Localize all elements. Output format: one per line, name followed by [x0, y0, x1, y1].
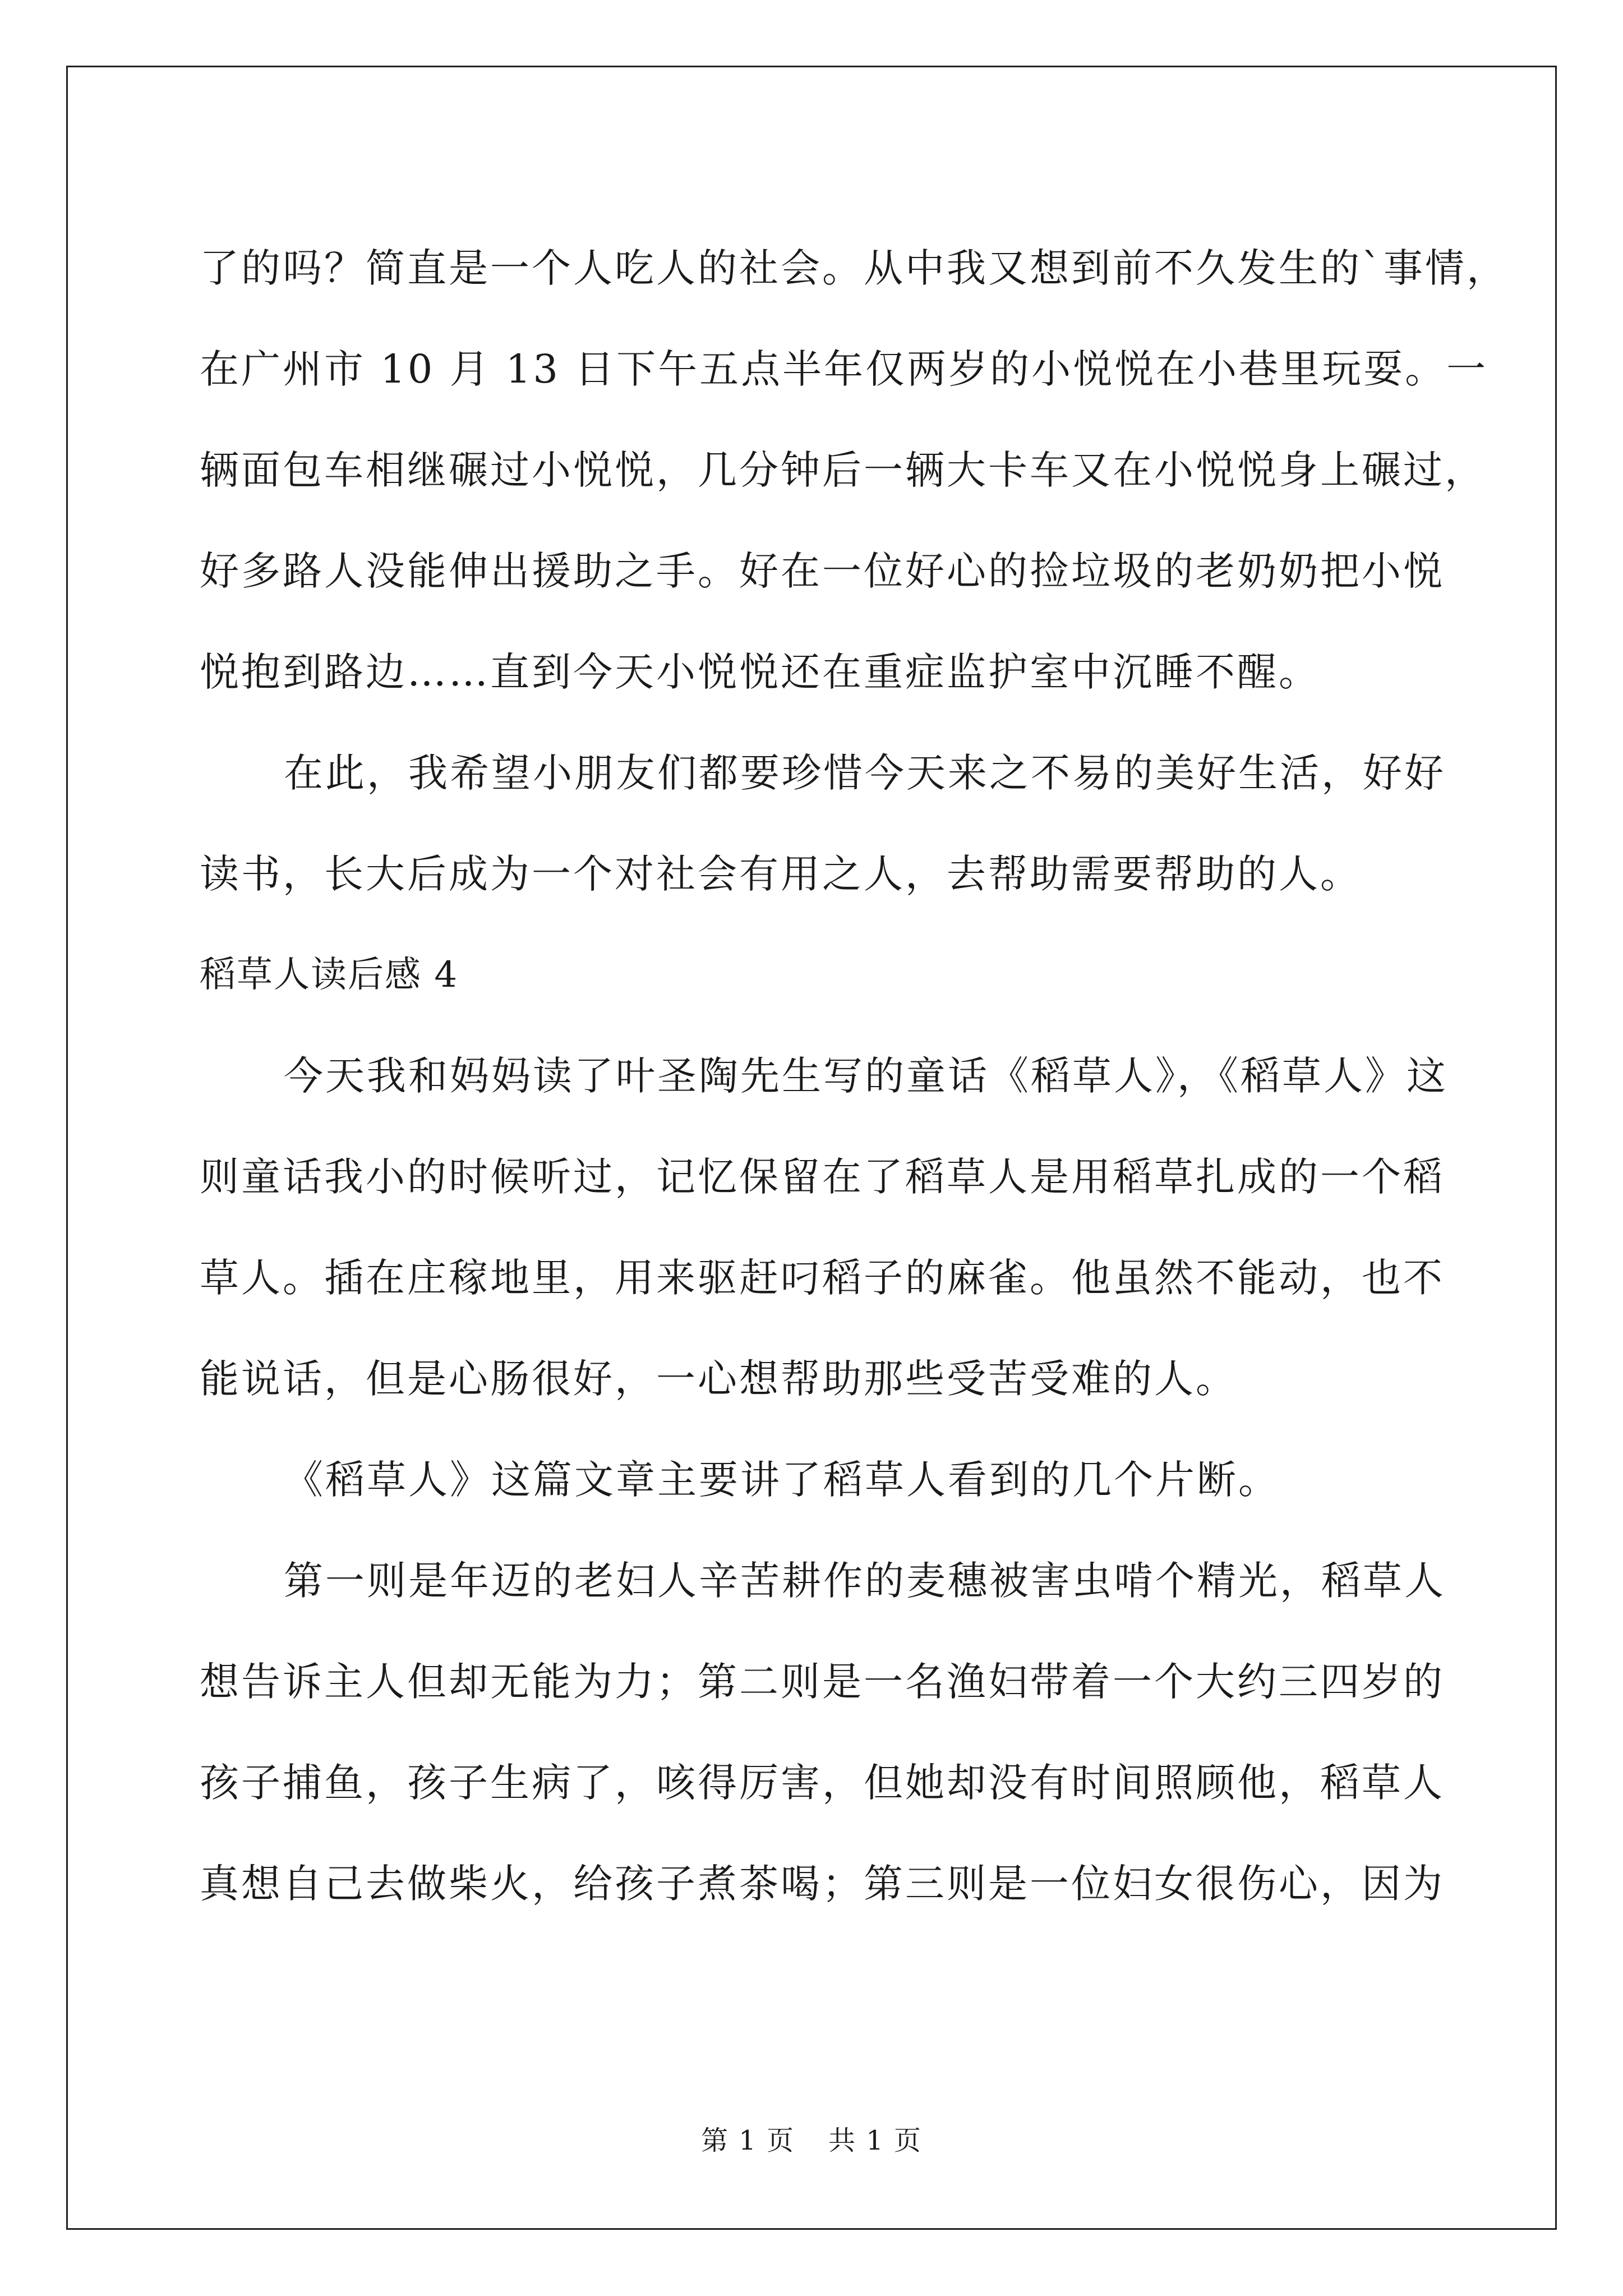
document-body	[200, 218, 1508, 1934]
text-line: 读书，长大后成为一个对社会有用之人，去帮助需要帮助的人。	[200, 851, 1362, 897]
text-line: 草人。插在庄稼地里，用来驱赶叼稻子的麻雀。他虽然不能动，也不	[200, 1255, 1445, 1301]
text-line: 辆面包车相继碾过小悦悦，几分钟后一辆大卡车又在小悦悦身上碾过，	[200, 447, 1486, 493]
page-number: 第 1 页	[700, 2125, 795, 2156]
text-line: 能说话，但是心肠很好，一心想帮助那些受苦受难的人。	[200, 1356, 1237, 1402]
text-line: 悦抱到路边……直到今天小悦悦还在重症监护室中沉睡不醒。	[200, 649, 1320, 695]
text-line: 第一则是年迈的老妇人辛苦耕作的麦穗被害虫啃个精光，稻草人	[284, 1558, 1446, 1604]
text-line: 孩子捕鱼，孩子生病了，咳得厉害，但她却没有时间照顾他，稻草人	[200, 1760, 1445, 1806]
page-footer	[0, 2124, 1623, 2157]
page-total: 共 1 页	[828, 2125, 923, 2156]
text-line: 想告诉主人但却无能为力；第二则是一名渔妇带着一个大约三四岁的	[200, 1659, 1445, 1705]
text-line: 在广州市 10 月 13 日下午五点半年仅两岁的小悦悦在小巷里玩耍。一	[200, 346, 1488, 392]
text-line: 了的吗？简直是一个人吃人的社会。从中我又想到前不久发生的`事情，	[200, 245, 1508, 291]
text-line: 《稻草人》这篇文章主要讲了稻草人看到的几个片断。	[284, 1457, 1280, 1503]
text-line: 今天我和妈妈读了叶圣陶先生写的童话《稻草人》，《稻草人》这	[284, 1053, 1448, 1099]
text-line: 好多路人没能伸出援助之手。好在一位好心的捡垃圾的老奶奶把小悦	[200, 548, 1445, 594]
section-heading: 稻草人读后感 4	[200, 954, 459, 996]
text-line: 真想自己去做柴火，给孩子煮茶喝；第三则是一位妇女很伤心，因为	[200, 1861, 1445, 1907]
text-line: 在此，我希望小朋友们都要珍惜今天来之不易的美好生活，好好	[284, 750, 1446, 796]
text-line: 则童话我小的时候听过，记忆保留在了稻草人是用稻草扎成的一个稻	[200, 1154, 1445, 1200]
